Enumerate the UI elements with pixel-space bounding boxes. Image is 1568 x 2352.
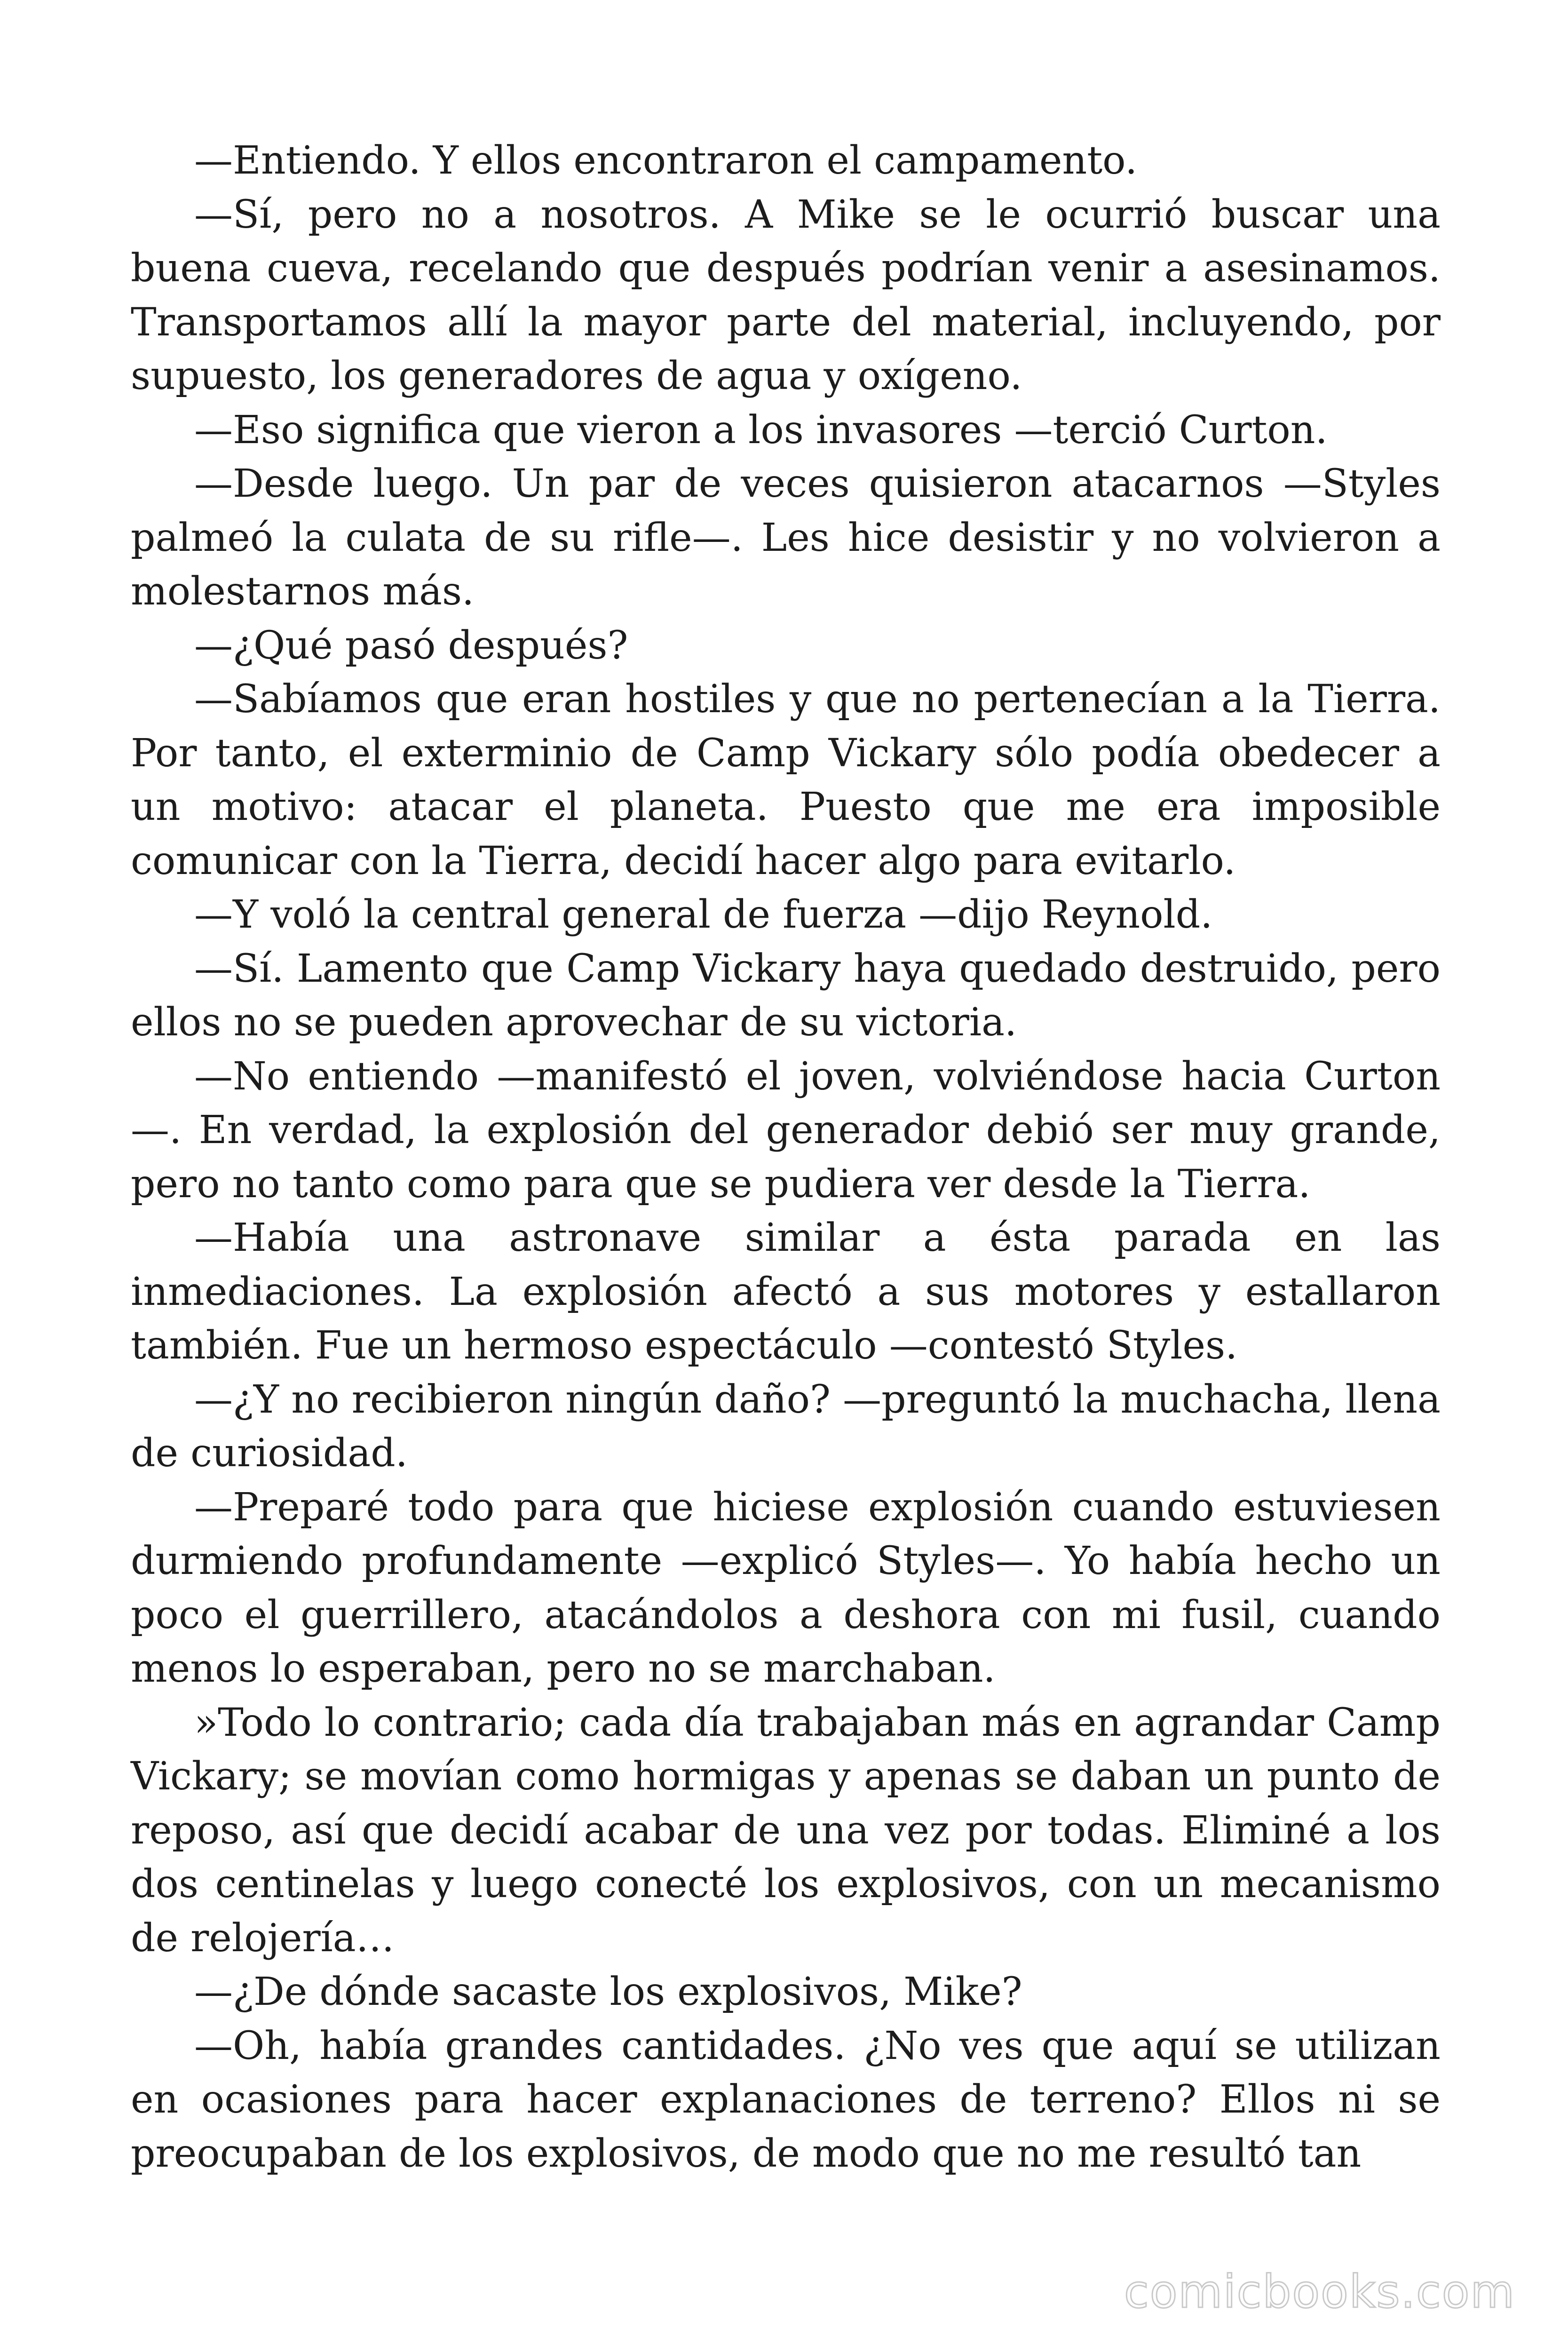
paragraph: —Había una astronave similar a ésta parada en las inmediaciones. La explosión afectó a sus motores y estallaron también. Fue un hermoso espectáculo —contestó Styles. xyxy=(131,1216,1441,1368)
paragraph: —¿Y no recibieron ningún daño? —preguntó la muchacha, llena de curiosidad. xyxy=(131,1377,1441,1476)
paragraph: —Desde luego. Un par de veces quisieron atacarnos —Styles palmeó la culata de su rifle—. Les hice desistir y no volvieron a molestarnos más. xyxy=(131,461,1441,614)
paragraph: —Sí. Lamento que Camp Vickary haya quedado destruido, pero ellos no se pueden aprovechar de su victoria. xyxy=(131,946,1441,1045)
paragraph: »Todo lo contrario; cada día trabajaban más en agrandar Camp Vickary; se movían como hormigas y apenas se daban un punto de reposo, así que decidí acabar de una vez por todas. Eliminé a los dos centinelas y luego conecté los explosivos, con un mecanismo de relojería… xyxy=(131,1700,1441,1961)
paragraph: —Oh, había grandes cantidades. ¿No ves que aquí se utilizan en ocasiones para hacer explanaciones de terreno? Ellos ni se preocupaban de los explosivos, de modo que no me resultó tan xyxy=(131,2023,1441,2176)
paragraph: —Sí, pero no a nosotros. A Mike se le ocurrió buscar una buena cueva, recelando que después podrían venir a asesinamos. Transportamos allí la mayor parte del material, incluyendo, por supuesto, los generadores de agua y oxígeno. xyxy=(131,192,1441,398)
book-page-text xyxy=(131,134,1441,2181)
paragraph: —Y voló la central general de fuerza —dijo Reynold. xyxy=(194,892,1213,937)
paragraph: —¿Qué pasó después? xyxy=(194,623,628,668)
paragraph: —No entiendo —manifestó el joven, volviéndose hacia Curton —. En verdad, la explosión del generador debió ser muy grande, pero no tanto como para que se pudiera ver desde la Tierra. xyxy=(131,1054,1441,1207)
watermark-text: comicbooks.com xyxy=(1124,2265,1515,2318)
paragraph: —Preparé todo para que hiciese explosión cuando estuviesen durmiendo profundamente —explicó Styles—. Yo había hecho un poco el guerrillero, atacándolos a deshora con mi fusil, cuando menos lo esperaban, pero no se marchaban. xyxy=(131,1485,1441,1691)
paragraph: —Entiendo. Y ellos encontraron el campamento. xyxy=(194,138,1138,183)
paragraph: —Eso significa que vieron a los invasores —terció Curton. xyxy=(194,407,1328,453)
paragraph: —Sabíamos que eran hostiles y que no pertenecían a la Tierra. Por tanto, el exterminio de Camp Vickary sólo podía obedecer a un motivo: atacar el planeta. Puesto que me era imposible comunicar con la Tierra, decidí hacer algo para evitarlo. xyxy=(131,677,1441,883)
paragraph: —¿De dónde sacaste los explosivos, Mike? xyxy=(194,1970,1022,2014)
